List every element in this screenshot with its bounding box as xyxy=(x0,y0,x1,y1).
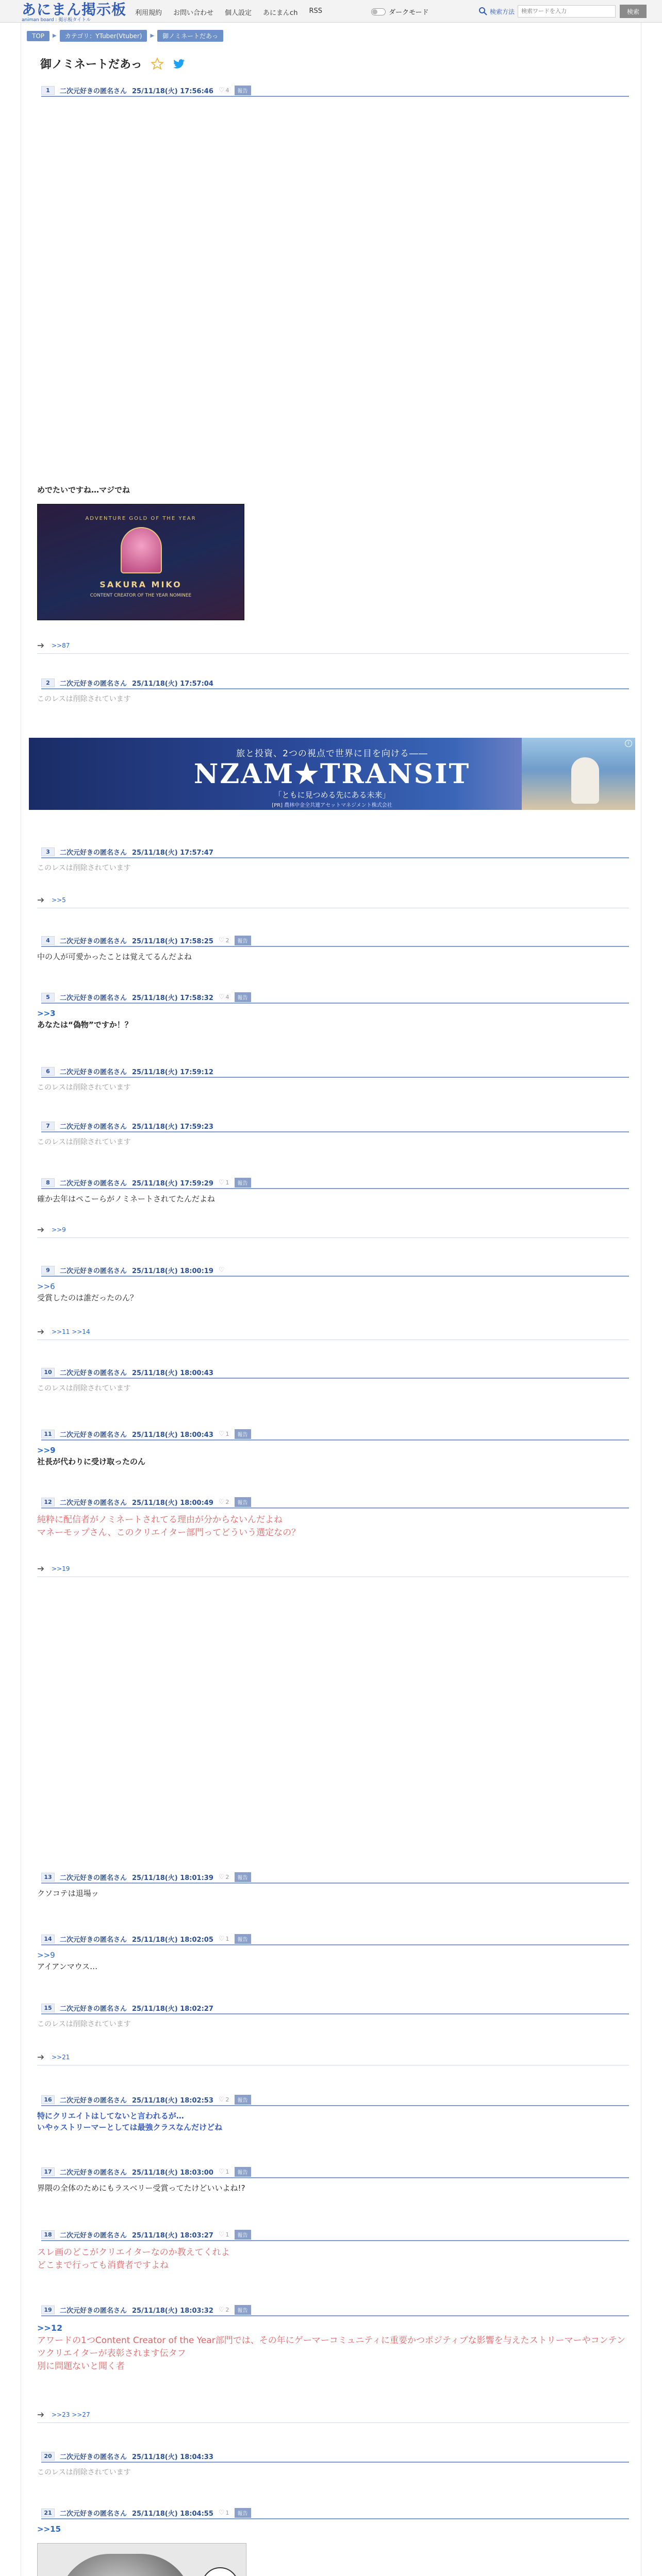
reply-links[interactable]: >>87 xyxy=(52,642,70,649)
post-date: 25/11/18(火) 18:04:55 xyxy=(132,2510,213,2518)
post-divider xyxy=(41,1077,629,1078)
search-bar xyxy=(476,4,650,19)
manga-face xyxy=(58,2554,192,2576)
post-text-line: いやゥストリーマーとしては最強クラスなんだけどね xyxy=(37,2123,223,2132)
embedded-blank xyxy=(37,101,630,477)
like-button[interactable] xyxy=(219,1266,225,1274)
post-author: 二次元好きの匿名さん xyxy=(60,849,127,857)
report-button[interactable]: 報告 xyxy=(235,2230,251,2240)
post-text-line: アワードの1つContent Creator of the Year部門では、その年にゲーマーコミュニティに重要かつポジティブな影響を与えたストリーマーやコンテンツクリエイターが表彰されます伝タフ xyxy=(37,2335,625,2359)
post-body-5 xyxy=(37,1008,133,1030)
reply-links[interactable]: >>21 xyxy=(52,2054,70,2061)
post-divider xyxy=(41,1131,629,1132)
post-number[interactable]: 1 xyxy=(41,86,55,95)
reply-row xyxy=(37,642,70,649)
post-image[interactable] xyxy=(37,2543,246,2576)
post-header-5 xyxy=(41,992,251,1002)
reply-row xyxy=(37,2411,90,2418)
post-header-15 xyxy=(41,2003,213,2013)
like-button[interactable] xyxy=(219,1873,229,1881)
post-header-1 xyxy=(41,86,251,95)
post-body-1: めでたいですね…マジでね xyxy=(37,485,130,495)
heart-icon: ♡ xyxy=(218,1179,225,1187)
twitter-icon[interactable] xyxy=(172,57,186,71)
post-number[interactable]: 14 xyxy=(41,1935,55,1943)
logo-subtitle: animan board : 掲示板タイトル xyxy=(22,18,91,23)
post-header-7 xyxy=(41,1121,213,1131)
post-date: 25/11/18(火) 18:02:27 xyxy=(132,2005,213,2013)
post-header-18 xyxy=(41,2230,251,2240)
like-button[interactable] xyxy=(219,1430,229,1438)
report-button[interactable]: 報告 xyxy=(235,2167,251,2177)
post-author: 二次元好きの匿名さん xyxy=(60,680,127,688)
like-button[interactable] xyxy=(219,87,229,94)
post-header-3 xyxy=(41,847,213,857)
post-number[interactable]: 21 xyxy=(41,2509,55,2517)
like-button[interactable] xyxy=(219,2096,229,2104)
post-author: 二次元好きの匿名さん xyxy=(60,1499,127,1507)
post-header-16 xyxy=(41,2095,251,2105)
post-body-19 xyxy=(37,2321,630,2373)
post-divider xyxy=(41,1883,629,1884)
post-header-10 xyxy=(41,1367,213,1377)
post-date: 25/11/18(火) 18:00:43 xyxy=(132,1431,213,1439)
post-header-13 xyxy=(41,1872,251,1882)
post-date: 25/11/18(火) 18:02:05 xyxy=(132,1936,213,1944)
like-count: 2 xyxy=(225,1499,229,1505)
site-logo[interactable] xyxy=(22,2,126,23)
heart-icon: ♡ xyxy=(218,87,225,94)
post-divider xyxy=(41,1507,629,1509)
image-caption-top: ADVENTURE GOLD OF THE YEAR xyxy=(85,516,196,521)
post-header-9 xyxy=(41,1265,225,1275)
thread-title-row xyxy=(40,56,186,72)
breadcrumb-thread[interactable]: 御ノミネートだあっ xyxy=(157,30,223,42)
post-date: 25/11/18(火) 18:03:32 xyxy=(132,2307,213,2315)
nav-terms[interactable]: 利用規約 xyxy=(135,9,162,17)
ad-tagline: 「ともに見つめる先にある未来」 xyxy=(274,790,390,800)
reply-links[interactable]: >>11 >>14 xyxy=(52,1328,90,1335)
post-text: アイアンマウス… xyxy=(37,1962,98,1971)
post-text: 受賞したのは誰だったのん？ xyxy=(37,1293,138,1302)
dark-mode-switch[interactable] xyxy=(371,8,386,15)
post-header-14 xyxy=(41,1934,251,1944)
post-divider xyxy=(41,2240,629,2241)
reply-links[interactable]: >>9 xyxy=(52,1226,66,1233)
dark-mode-toggle[interactable] xyxy=(371,7,428,16)
ad-banner[interactable] xyxy=(29,738,635,810)
post-author: 二次元好きの匿名さん xyxy=(60,2510,127,2518)
post-body-17: 界隈の全体のためにもラスベリー受賞ってたけどいいよね!? xyxy=(37,2183,245,2193)
heart-icon: ♡ xyxy=(218,937,225,944)
post-number[interactable]: 4 xyxy=(41,936,55,945)
search-input[interactable] xyxy=(518,5,616,18)
post-date: 25/11/18(火) 17:58:32 xyxy=(132,994,213,1002)
post-divider xyxy=(41,2177,629,2178)
like-count: 2 xyxy=(225,2096,229,2103)
chevron-right-icon: ▶ xyxy=(150,33,155,39)
like-count: 1 xyxy=(225,2231,229,2238)
post-date: 25/11/18(火) 18:03:00 xyxy=(132,2169,213,2177)
report-button[interactable]: 報告 xyxy=(235,1934,251,1944)
post-divider xyxy=(41,2315,629,2316)
post-number[interactable]: 18 xyxy=(41,2230,55,2239)
post-number[interactable]: 8 xyxy=(41,1178,55,1187)
post-body-4: 中の人が可愛かったことは覚えてるんだよね xyxy=(37,952,192,961)
like-button[interactable] xyxy=(219,2168,229,2176)
deleted-notice: このレスは削除されています xyxy=(37,2020,131,2028)
post-body-11 xyxy=(37,1445,145,1467)
post-date: 25/11/18(火) 17:56:46 xyxy=(132,88,213,95)
reply-links[interactable]: >>19 xyxy=(52,1565,70,1572)
reply-divider xyxy=(37,2422,629,2423)
post-body-14 xyxy=(37,1950,97,1972)
post-author: 二次元好きの匿名さん xyxy=(60,2453,127,2461)
post-body-8: 確か去年はペこーらがノミネートされてたんだよね xyxy=(37,1194,216,1204)
ad-info-icon[interactable]: i xyxy=(625,740,632,747)
post-text-line: 純粋に配信者がノミネートされてる理由が分からないんだよね xyxy=(37,1515,283,1525)
report-button[interactable]: 報告 xyxy=(235,936,251,945)
deleted-notice: このレスは削除されています xyxy=(37,864,131,872)
logo-text[interactable]: あにまん掲示板 xyxy=(22,1,127,18)
image-caption-sub: CONTENT CREATOR OF THE YEAR NOMINEE xyxy=(90,593,192,598)
chevron-right-icon: ▶ xyxy=(53,33,57,39)
like-count: 1 xyxy=(225,2510,229,2516)
heart-icon: ♡ xyxy=(218,1873,225,1881)
post-number[interactable]: 16 xyxy=(41,2095,55,2104)
reply-divider xyxy=(37,653,629,654)
top-nav xyxy=(135,7,322,17)
breadcrumb-category[interactable]: カテゴリ：YTuber(Vtuber) xyxy=(60,30,147,42)
post-date: 25/11/18(火) 17:59:23 xyxy=(132,1123,213,1131)
post-header-2 xyxy=(41,678,213,688)
post-author: 二次元好きの匿名さん xyxy=(60,1369,127,1377)
heart-icon: ♡ xyxy=(218,1266,225,1274)
page-title: 御ノミネートだあっ xyxy=(40,58,142,71)
like-count: 2 xyxy=(225,937,229,944)
like-button[interactable] xyxy=(219,1179,229,1187)
post-divider xyxy=(41,1378,629,1379)
post-date: 25/11/18(火) 18:01:39 xyxy=(132,1874,213,1882)
post-author: 二次元好きの匿名さん xyxy=(60,1936,127,1944)
post-date: 25/11/18(火) 18:03:27 xyxy=(132,2232,213,2240)
report-button[interactable]: 報告 xyxy=(235,86,251,95)
post-author: 二次元好きの匿名さん xyxy=(60,2005,127,2013)
post-divider xyxy=(41,946,629,947)
post-date: 25/11/18(火) 17:59:12 xyxy=(132,1069,213,1076)
image-emblem xyxy=(121,527,162,573)
post-date: 25/11/18(火) 18:00:49 xyxy=(132,1499,213,1507)
post-number[interactable]: 5 xyxy=(41,993,55,1002)
ad-title: NZAM★TRANSIT xyxy=(193,758,471,790)
embedded-blank xyxy=(37,1582,630,1824)
deleted-notice: このレスは削除されています xyxy=(37,1384,131,1393)
post-divider xyxy=(41,2013,629,2014)
like-count: 1 xyxy=(225,2168,229,2175)
nav-contact[interactable]: お問い合わせ xyxy=(173,9,214,17)
post-date: 25/11/18(火) 17:58:25 xyxy=(132,938,213,945)
post-number[interactable]: 19 xyxy=(41,2306,55,2314)
post-header-4 xyxy=(41,936,251,945)
nav-animanch[interactable]: あにまんch xyxy=(263,9,298,17)
reply-links[interactable]: >>5 xyxy=(52,896,66,904)
post-number[interactable]: 7 xyxy=(41,1122,55,1130)
post-text: あなたは“偽物”ですか！？ xyxy=(37,1020,133,1029)
post-author: 二次元好きの匿名さん xyxy=(60,2169,127,2177)
pointing-hand-icon xyxy=(37,1565,46,1572)
post-text-line: どこまで行っても消費者ですよね xyxy=(37,2260,169,2270)
reply-anchor[interactable]: >>6 xyxy=(37,1282,55,1291)
post-number[interactable]: 11 xyxy=(41,1430,55,1438)
post-divider xyxy=(41,857,629,858)
post-author: 二次元好きの匿名さん xyxy=(60,938,127,945)
post-text-line: 特にクリエイトはしてないと言われるが… xyxy=(37,2111,184,2121)
post-text-line: スレ画のどこがクリエイターなのか教えてくれよ xyxy=(37,2247,230,2258)
post-author: 二次元好きの匿名さん xyxy=(60,88,127,95)
deleted-notice: このレスは削除されています xyxy=(37,1138,131,1146)
post-date: 25/11/18(火) 18:00:43 xyxy=(132,1369,213,1377)
post-header-20 xyxy=(41,2451,213,2461)
post-divider xyxy=(41,1439,629,1440)
heart-icon: ♡ xyxy=(218,1430,225,1438)
post-number[interactable]: 6 xyxy=(41,1067,55,1076)
reply-row xyxy=(37,1565,70,1572)
post-image[interactable] xyxy=(37,504,244,620)
post-author: 二次元好きの匿名さん xyxy=(60,2097,127,2105)
pointing-hand-icon xyxy=(37,1226,46,1233)
reply-anchor[interactable]: >>9 xyxy=(37,1446,56,1455)
post-number[interactable]: 17 xyxy=(41,2167,55,2176)
post-divider xyxy=(41,2518,629,2519)
reply-row xyxy=(37,1226,66,1233)
post-body-13: クソコテは退場ッ xyxy=(37,1889,99,1898)
like-button[interactable] xyxy=(219,2231,229,2239)
like-button[interactable] xyxy=(219,993,229,1001)
pointing-hand-icon xyxy=(37,2054,46,2061)
report-button[interactable]: 報告 xyxy=(235,2095,251,2105)
star-icon[interactable] xyxy=(151,57,164,71)
post-date: 25/11/18(火) 17:57:04 xyxy=(132,680,213,688)
post-divider xyxy=(41,96,629,97)
post-header-12 xyxy=(41,1497,251,1507)
like-count: 2 xyxy=(225,2307,229,2313)
post-date: 25/11/18(火) 18:04:33 xyxy=(132,2453,213,2461)
deleted-notice: このレスは削除されています xyxy=(37,1083,131,1092)
nav-settings[interactable]: 個人設定 xyxy=(225,9,252,17)
like-count: 1 xyxy=(225,1431,229,1437)
post-divider xyxy=(41,1003,629,1004)
post-author: 二次元好きの匿名さん xyxy=(60,2307,127,2315)
like-count: 4 xyxy=(225,994,229,1001)
post-number[interactable]: 20 xyxy=(41,2452,55,2461)
post-number[interactable]: 2 xyxy=(41,679,55,687)
search-method-select[interactable]: 検索方法 xyxy=(490,8,515,15)
post-number[interactable]: 10 xyxy=(41,1368,55,1377)
post-author: 二次元好きの匿名さん xyxy=(60,2232,127,2240)
report-button[interactable]: 報告 xyxy=(235,2508,251,2518)
speech-bubble xyxy=(202,2567,239,2576)
post-number[interactable]: 12 xyxy=(41,1498,55,1506)
report-button[interactable]: 報告 xyxy=(235,1429,251,1439)
search-button[interactable]: 検索 xyxy=(620,5,647,18)
post-date: 25/11/18(火) 18:00:19 xyxy=(132,1267,213,1275)
post-author: 二次元好きの匿名さん xyxy=(60,994,127,1002)
like-count: 1 xyxy=(225,1179,229,1186)
post-header-19 xyxy=(41,2305,251,2315)
like-count: 1 xyxy=(225,1936,229,1942)
post-number[interactable]: 15 xyxy=(41,2004,55,2012)
post-author: 二次元好きの匿名さん xyxy=(60,1874,127,1882)
heart-icon: ♡ xyxy=(218,1498,225,1506)
like-button[interactable] xyxy=(219,1498,229,1506)
post-divider xyxy=(41,1276,629,1277)
post-body-12 xyxy=(37,1514,300,1539)
report-button[interactable]: 報告 xyxy=(235,1178,251,1188)
post-author: 二次元好きの匿名さん xyxy=(60,1180,127,1188)
post-author: 二次元好きの匿名さん xyxy=(60,1431,127,1439)
post-divider xyxy=(41,1188,629,1189)
post-author: 二次元好きの匿名さん xyxy=(60,1123,127,1131)
search-icon[interactable] xyxy=(476,5,490,18)
post-number[interactable]: 13 xyxy=(41,1873,55,1882)
heart-icon: ♡ xyxy=(218,2306,225,2314)
reply-row xyxy=(37,2054,70,2061)
post-body-9 xyxy=(37,1281,138,1303)
heart-icon: ♡ xyxy=(218,2509,225,2517)
like-button[interactable] xyxy=(219,2306,229,2314)
report-button[interactable]: 報告 xyxy=(235,1497,251,1507)
heart-icon: ♡ xyxy=(218,993,225,1001)
pointing-hand-icon xyxy=(37,2411,46,2418)
post-header-21 xyxy=(41,2508,251,2518)
like-count: 4 xyxy=(225,87,229,94)
heart-icon: ♡ xyxy=(218,2168,225,2176)
post-text-line: 別に問題ないと聞く者 xyxy=(37,2361,125,2371)
heart-icon: ♡ xyxy=(218,2096,225,2104)
post-date: 25/11/18(火) 17:59:29 xyxy=(132,1180,213,1188)
deleted-notice: このレスは削除されています xyxy=(37,2468,131,2477)
reply-links[interactable]: >>23 >>27 xyxy=(52,2411,90,2418)
like-button[interactable] xyxy=(219,1935,229,1943)
report-button[interactable]: 報告 xyxy=(235,992,251,1002)
deleted-notice: このレスは削除されています xyxy=(37,695,131,703)
post-divider xyxy=(41,688,629,689)
top-bar xyxy=(0,0,662,23)
post-header-17 xyxy=(41,2167,251,2177)
post-header-11 xyxy=(41,1429,251,1439)
report-button[interactable]: 報告 xyxy=(235,1872,251,1882)
post-divider xyxy=(41,2462,629,2463)
like-count: 2 xyxy=(225,1874,229,1880)
post-text-line: マネーモップさん、このクリエイター部門ってどういう選定なの？ xyxy=(37,1528,301,1538)
post-header-6 xyxy=(41,1066,213,1076)
breadcrumb xyxy=(27,30,223,42)
reply-row xyxy=(37,1328,90,1335)
ad-footer: [PR] 農林中金全共連アセットマネジメント株式会社 xyxy=(272,803,392,808)
heart-icon: ♡ xyxy=(218,2231,225,2239)
like-button[interactable] xyxy=(219,937,229,944)
reply-anchor[interactable]: >>9 xyxy=(37,1951,55,1960)
report-button[interactable]: 報告 xyxy=(235,2305,251,2315)
post-header-8 xyxy=(41,1178,251,1188)
post-author: 二次元好きの匿名さん xyxy=(60,1267,127,1275)
reply-anchor[interactable]: >>3 xyxy=(37,1009,56,1018)
post-body-21 xyxy=(37,2523,61,2535)
post-divider xyxy=(41,1944,629,1945)
post-body-16 xyxy=(37,2110,222,2133)
pointing-hand-icon xyxy=(37,642,46,649)
dark-mode-label: ダークモード xyxy=(389,9,429,16)
reply-anchor[interactable]: >>12 xyxy=(37,2323,63,2333)
pointing-hand-icon xyxy=(37,1328,46,1335)
breadcrumb-top[interactable]: TOP xyxy=(27,31,49,41)
nav-rss[interactable]: RSS xyxy=(309,7,322,15)
ad-headline: 旅と投資、2つの視点で世界に目を向ける―― xyxy=(236,749,428,759)
post-text: 社長が代わりに受け取ったのん xyxy=(37,1457,146,1466)
post-divider xyxy=(41,2105,629,2106)
post-body-18 xyxy=(37,2246,230,2272)
post-date: 25/11/18(火) 18:02:53 xyxy=(132,2097,213,2105)
post-date: 25/11/18(火) 17:57:47 xyxy=(132,849,213,857)
like-button[interactable] xyxy=(219,2509,229,2517)
post-author: 二次元好きの匿名さん xyxy=(60,1069,127,1076)
reply-row xyxy=(37,896,66,904)
image-caption-name: SAKURA MIKO xyxy=(100,580,182,589)
pointing-hand-icon xyxy=(37,896,46,904)
reply-anchor[interactable]: >>15 xyxy=(37,2524,61,2534)
post-number[interactable]: 9 xyxy=(41,1266,55,1275)
post-number[interactable]: 3 xyxy=(41,848,55,856)
heart-icon: ♡ xyxy=(218,1935,225,1943)
